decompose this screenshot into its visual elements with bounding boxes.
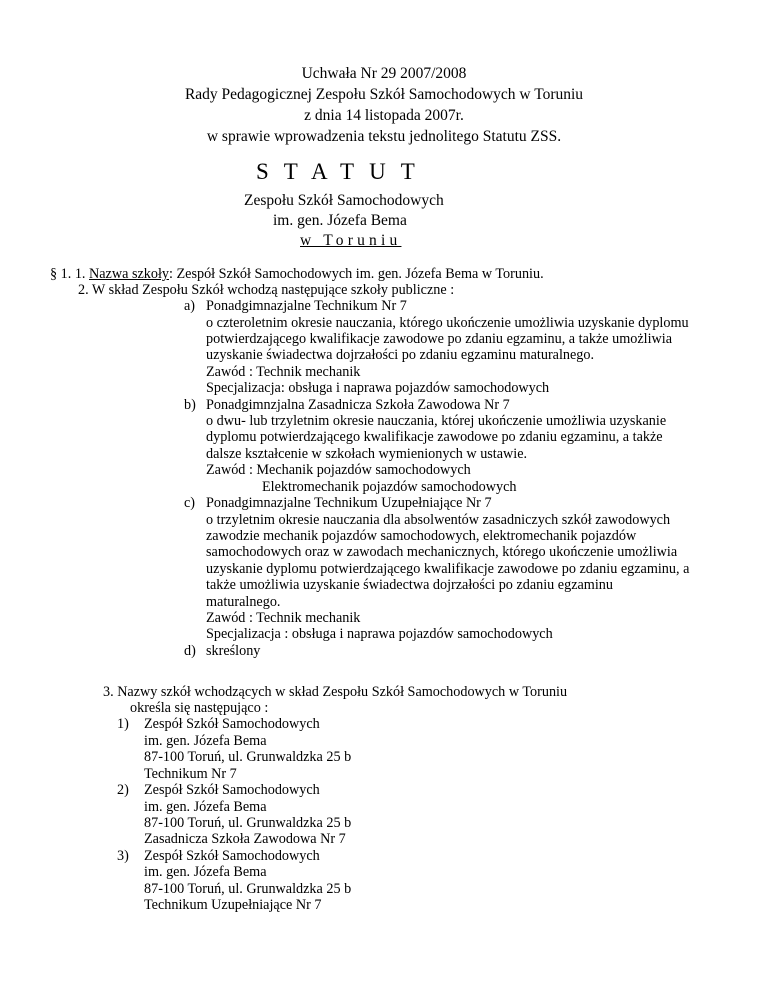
list-item-line: Technikum Nr 7	[144, 766, 237, 782]
point-3-continuation: określa się następująco :	[130, 700, 269, 716]
list-item-line: uzyskanie dyplomu potwierdzającego kwalifikacje zawodowe po zdaniu egzaminu, a	[206, 561, 690, 577]
list-item-line: Zespół Szkół Samochodowych	[144, 782, 320, 798]
statute-heading: STATUT	[256, 159, 430, 184]
list-item-line: Ponadgimnazjalne Technikum Uzupełniające Nr 7	[206, 495, 492, 511]
point-3: 3. Nazwy szkół wchodzących w skład Zespołu Szkół Samochodowych w Toruniu	[103, 684, 568, 700]
list-item-line: im. gen. Józefa Bema	[144, 864, 267, 880]
list-item-line: dyplomu potwierdzającego kwalifikacje zawodowe po zdaniu egzaminu, a także	[206, 429, 663, 445]
list-item-line: zawodzie mechanik pojazdów samochodowych, elektromechanik pojazdów	[206, 528, 637, 544]
list-marker: 1)	[117, 716, 129, 732]
list-item-line: im. gen. Józefa Bema	[144, 799, 267, 815]
list-item-line: Zawód : Technik mechanik	[206, 610, 361, 626]
list-marker: b)	[184, 397, 196, 413]
list-item-line: także umożliwia uzyskanie świadectwa dojrzałości po zdaniu egzaminu	[206, 577, 613, 593]
list-item-line: uzyskanie świadectwa dojrzałości po zdaniu egzaminu maturalnego.	[206, 347, 595, 363]
list-item-line: Specjalizacja : obsługa i naprawa pojazdów samochodowych	[206, 626, 553, 642]
list-item-line: Zasadnicza Szkoła Zawodowa Nr 7	[144, 831, 346, 847]
list-item-line: Technikum Uzupełniające Nr 7	[144, 897, 322, 913]
school-name-line: Zespołu Szkół Samochodowych	[244, 192, 444, 209]
list-item-line: 87-100 Toruń, ul. Grunwaldzka 25 b	[144, 815, 352, 831]
list-item-line: Zespół Szkół Samochodowych	[144, 848, 320, 864]
list-item-line: Zawód : Technik mechanik	[206, 364, 361, 380]
list-item-line: Ponadgimnzjalna Zasadnicza Szkoła Zawodowa Nr 7	[206, 397, 510, 413]
point-number: 1.	[74, 266, 86, 282]
resolution-title: Uchwała Nr 29 2007/2008	[301, 65, 467, 82]
list-item-line: Specjalizacja: obsługa i naprawa pojazdów samochodowych	[206, 380, 550, 396]
list-item-line: im. gen. Józefa Bema	[144, 733, 267, 749]
list-item-line: o czteroletnim okresie nauczania, którego ukończenie umożliwia uzyskanie dyplomu	[206, 315, 689, 331]
school-city-line: w Toruniu	[300, 232, 402, 249]
school-name-value: : Zespół Szkół Samochodowych im. gen. Józefa Bema w Toruniu.	[169, 266, 544, 282]
school-patron-line: im. gen. Józefa Bema	[273, 212, 407, 229]
list-item-line: maturalnego.	[206, 594, 281, 610]
list-item-line: 87-100 Toruń, ul. Grunwaldzka 25 b	[144, 881, 352, 897]
list-item-line: samochodowych oraz w zawodach mechanicznych, którego ukończenie umożliwia	[206, 544, 678, 560]
list-marker: a)	[184, 298, 196, 314]
list-marker: 3)	[117, 848, 129, 864]
list-item-line: potwierdzającego kwalifikacje zawodowe po zdaniu egzaminu, a także umożliwia	[206, 331, 673, 347]
section-paragraph-1	[50, 266, 544, 282]
list-item-line: Ponadgimnazjalne Technikum Nr 7	[206, 298, 407, 314]
school-name-label: Nazwa szkoły	[89, 266, 169, 282]
list-marker: c)	[184, 495, 196, 511]
list-marker: d)	[184, 643, 196, 659]
list-item-line: o dwu- lub trzyletnim okresie nauczania, której ukończenie umożliwia uzyskanie	[206, 413, 667, 429]
list-item-line: skreślony	[206, 643, 261, 659]
list-item-line: Zespół Szkół Samochodowych	[144, 716, 320, 732]
resolution-date: z dnia 14 listopada 2007r.	[304, 107, 464, 124]
list-item-line: Elektromechanik pojazdów samochodowych	[262, 479, 517, 495]
list-item-line: Zawód : Mechanik pojazdów samochodowych	[206, 462, 471, 478]
resolution-council: Rady Pedagogicznej Zespołu Szkół Samochodowych w Toruniu	[184, 86, 584, 103]
list-marker: 2)	[117, 782, 129, 798]
point-2: 2. W skład Zespołu Szkół wchodzą następujące szkoły publiczne :	[78, 282, 455, 298]
list-item-line: o trzyletnim okresie nauczania dla absolwentów zasadniczych szkół zawodowych	[206, 512, 671, 528]
section-symbol: § 1.	[50, 266, 72, 282]
resolution-subject: w sprawie wprowadzenia tekstu jednolitego Statutu ZSS.	[206, 128, 562, 145]
list-item-line: dalsze kształcenie w szkołach wymienionych w ustawie.	[206, 446, 528, 462]
list-item-line: 87-100 Toruń, ul. Grunwaldzka 25 b	[144, 749, 352, 765]
